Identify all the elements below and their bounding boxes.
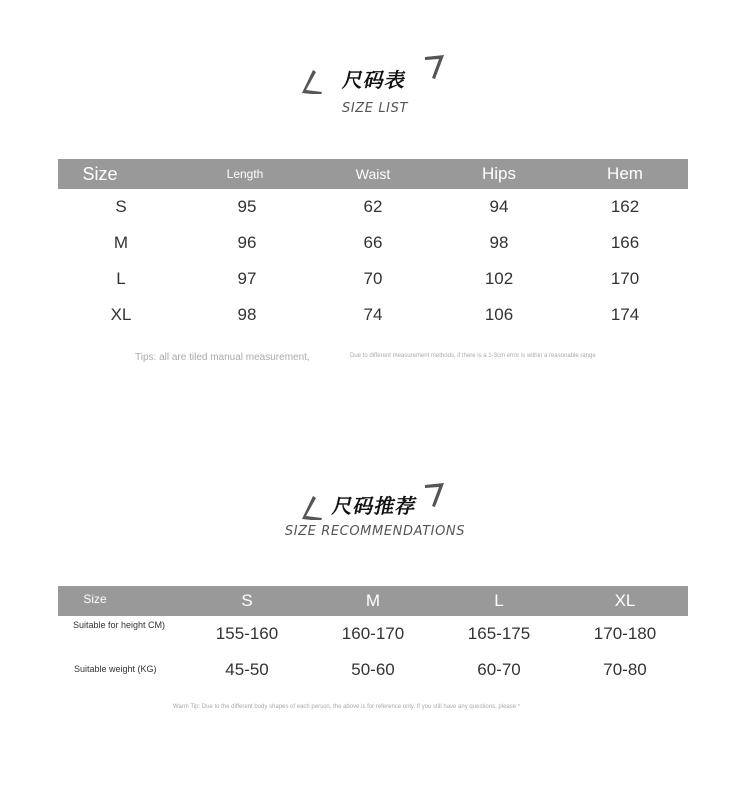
- size-list-header-row: [58, 159, 688, 189]
- size-list-title-block: [0, 58, 750, 128]
- left-bracket-icon: [302, 68, 324, 94]
- cell-hem: 170: [610, 269, 640, 288]
- cell-waist: 62: [363, 197, 383, 216]
- size-list-title-zh: 尺码表: [340, 68, 409, 92]
- cell-size: S: [115, 197, 127, 216]
- cell-waist: 70: [363, 269, 383, 288]
- cell-xl: 170-180: [593, 624, 657, 643]
- cell-length: 95: [237, 197, 257, 216]
- cell-waist: 74: [363, 305, 383, 324]
- cell-s: 155-160: [215, 624, 279, 643]
- cell-size: M: [113, 233, 129, 252]
- cell-length: 97: [237, 269, 257, 288]
- header-l: L: [494, 591, 504, 610]
- size-list-title-en: SIZE LIST: [341, 101, 408, 116]
- cell-waist: 66: [363, 233, 383, 252]
- header-size: Size: [82, 164, 118, 184]
- cell-hem: 162: [610, 197, 640, 216]
- size-list-table: [58, 159, 688, 333]
- cell-l: 60-70: [477, 660, 521, 679]
- cell-size: L: [116, 269, 126, 288]
- measurement-tip: Tips: all are tiled manual measurement,: [135, 352, 310, 363]
- cell-hips: 106: [484, 305, 514, 324]
- cell-m: 50-60: [351, 660, 395, 679]
- header-xl: XL: [614, 591, 636, 610]
- cell-hips: 94: [489, 197, 509, 216]
- table-row: [58, 297, 688, 333]
- header-waist: Waist: [355, 166, 391, 182]
- cell-hem: 174: [610, 305, 640, 324]
- cell-length: 96: [237, 233, 257, 252]
- cell-xl: 70-80: [603, 660, 647, 679]
- size-recommend-title-en: SIZE RECOMMENDATIONS: [284, 524, 466, 539]
- cell-length: 98: [237, 305, 257, 324]
- table-row: [58, 189, 688, 225]
- cell-hips: 98: [489, 233, 509, 252]
- cell-size: XL: [110, 305, 132, 324]
- size-recommend-header-row: [58, 586, 688, 616]
- row-label-weight: Suitable weight (KG): [74, 664, 157, 674]
- cell-s: 45-50: [225, 660, 269, 679]
- cell-hem: 166: [610, 233, 640, 252]
- header-hem: Hem: [607, 164, 643, 183]
- measurement-error-tip: Due to different measurement methods, if there is a 1-3cm error is within a reasonable range: [350, 353, 596, 359]
- size-recommend-title-block: [0, 484, 750, 554]
- row-label-height: Suitable for height CM): [73, 620, 166, 630]
- header-hips: Hips: [481, 164, 516, 183]
- cell-m: 160-170: [341, 624, 405, 643]
- size-recommend-title-zh: 尺码推荐: [330, 494, 420, 518]
- left-bracket-icon: [302, 494, 324, 520]
- table-row: [58, 652, 688, 688]
- size-recommend-table: [58, 586, 688, 688]
- header-m: M: [365, 591, 381, 610]
- table-row: [58, 616, 688, 652]
- header-size: Size: [83, 592, 107, 606]
- table-row: [58, 261, 688, 297]
- warm-tip: Warm Tip: Due to the different body shapes of each person, the above is for reference only. If you still have any questions, please *: [173, 704, 521, 710]
- right-bracket-icon: [423, 55, 445, 81]
- header-s: S: [241, 591, 253, 610]
- right-bracket-icon: [423, 483, 445, 509]
- header-length: Length: [226, 167, 264, 181]
- cell-l: 165-175: [467, 624, 531, 643]
- cell-hips: 102: [484, 269, 514, 288]
- table-row: [58, 225, 688, 261]
